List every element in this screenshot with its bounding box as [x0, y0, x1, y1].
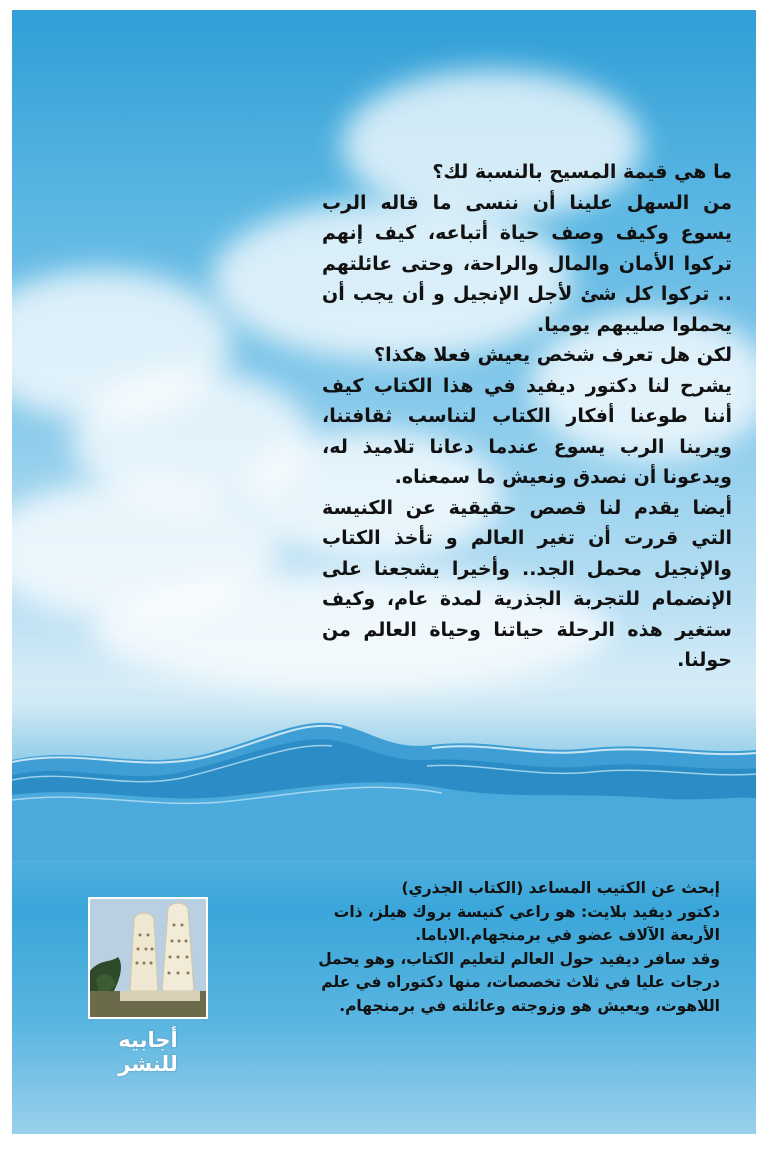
blurb-paragraph: ما هي قيمة المسيح بالنسبة لك؟	[432, 161, 732, 183]
blurb-paragraph: أيضا يقدم لنا قصص حقيقية عن الكنيسة التي قررت أن تغير العالم و تأخذ الكتاب والإنجيل محمل الجد.. وأخيرا يشجعنا على الإنضمام للتجربة الجذرية لمدة عام، وكيف ستغير هذه الرحلة حياتنا وحياة العالم من حولنا.	[322, 496, 732, 671]
blurb-text	[322, 157, 732, 676]
companion-book-note: إبحث عن الكتيب المساعد (الكتاب الجذري)	[401, 879, 720, 897]
author-bio	[290, 877, 720, 1018]
author-bio-paragraph: دكتور ديفيد بلايت: هو راعي كنيسة بروك هيلز، ذات الأربعة الآلاف عضو في برمنجهام.الاباما.	[333, 902, 720, 944]
author-bio-paragraph: وقد سافر ديفيد حول العالم لتعليم الكتاب، وهو يحمل درجات عليا في ثلاث تخصصات، منها دكتوراه في علم اللاهوت، ويعيش هو وزوجته وعائلته في برمنجهام.	[318, 949, 720, 1015]
blurb-paragraph: يشرح لنا دكتور ديفيد في هذا الكتاب كيف أننا طوعنا أفكار الكتاب لتناسب ثقافتنا، ويرينا الرب يسوع عندما دعانا تلاميذ له، ويدعونا أن نصدق ونعيش ما سمعناه.	[322, 374, 732, 488]
sea-waves	[12, 700, 756, 860]
dovecote-towers-icon	[88, 897, 208, 1019]
blurb-paragraph: من السهل علينا أن ننسى ما قاله الرب يسوع وكيف وصف حياة أتباعه، كيف إنهم تركوا الأمان والمال والراحة، وحتى عائلتهم .. تركوا كل شئ لأجل الإنجيل و أن يجب أن يحملوا صليبهم يوميا.	[322, 191, 732, 336]
blurb-paragraph: لكن هل تعرف شخص يعيش فعلا هكذا؟	[374, 344, 732, 366]
publisher-logo-image	[90, 899, 206, 1017]
publisher-name: أجابيه للنشر	[118, 1028, 178, 1076]
